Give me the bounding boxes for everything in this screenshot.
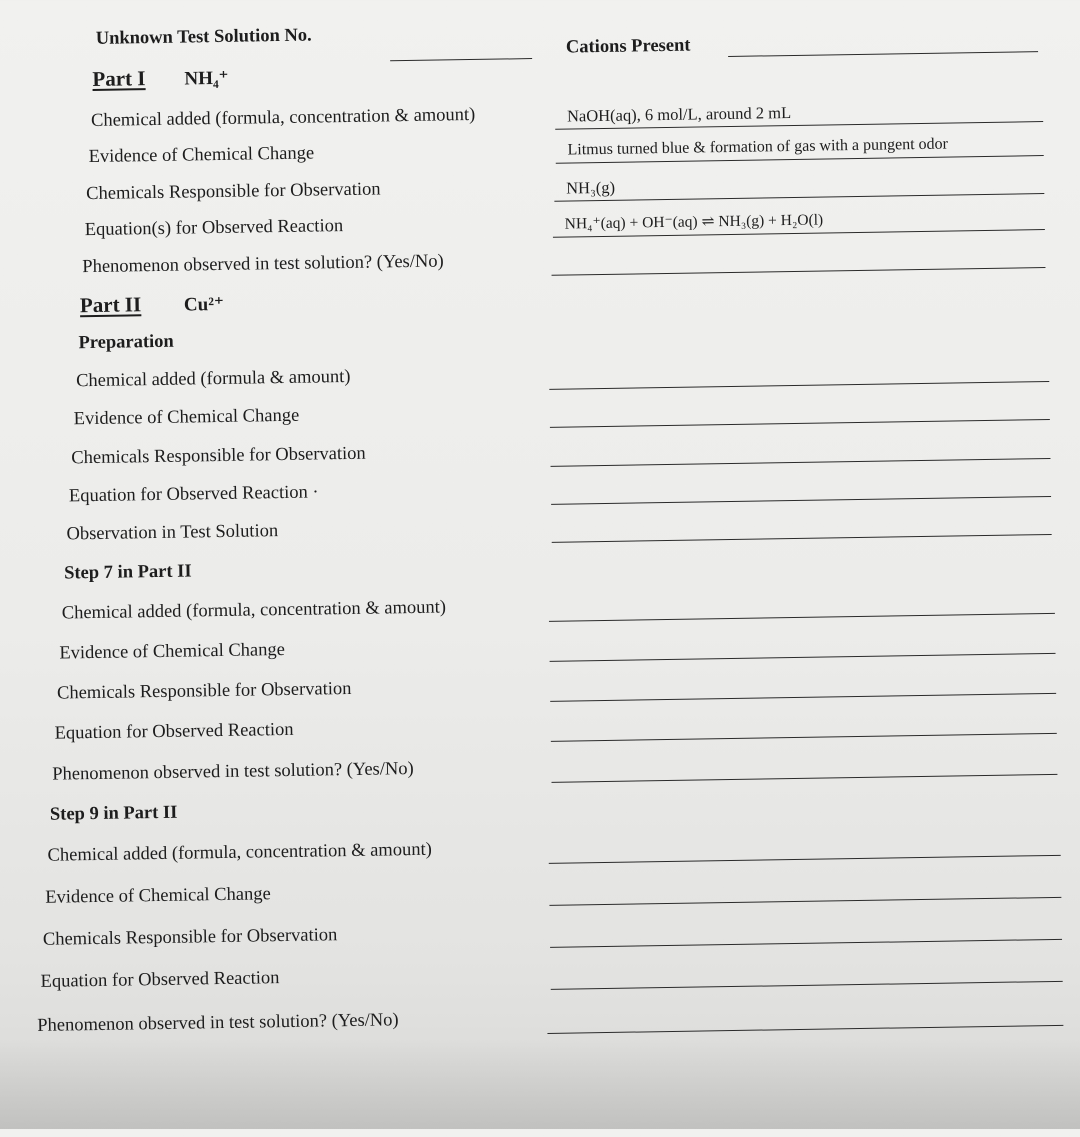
step7-chemicals-responsible-field[interactable] <box>550 668 1056 702</box>
page-shadow <box>0 1039 1080 1129</box>
unknown-solution-label: Unknown Test Solution No. <box>95 25 312 49</box>
p1-chemicals-responsible-label: Chemicals Responsible for Observation <box>86 179 381 205</box>
p1-equation-answer[interactable]: NH₄⁺(aq) + OH⁻(aq) ⇌ NH₃(g) + H₂O(l) <box>553 204 1045 238</box>
p1-equation-label: Equation(s) for Observed Reaction <box>84 216 344 241</box>
step9-evidence-label: Evidence of Chemical Change <box>45 884 271 908</box>
prep-chemicals-responsible-label: Chemicals Responsible for Observation <box>71 443 366 469</box>
step9-equation-field[interactable] <box>550 956 1062 990</box>
step9-phenomenon-label: Phenomenon observed in test solution? (Yes/No) <box>37 1010 399 1036</box>
prep-chemical-added-field[interactable] <box>549 356 1049 390</box>
step7-chemical-added-label: Chemical added (formula, concentration & amount) <box>61 597 447 624</box>
cations-present-label: Cations Present <box>565 35 691 58</box>
prep-equation-field[interactable] <box>551 471 1051 505</box>
p1-chemical-added-label: Chemical added (formula, concentration & amount) <box>90 104 476 131</box>
step9-evidence-field[interactable] <box>549 872 1061 906</box>
p1-phenomenon-label: Phenomenon observed in test solution? (Yes/No) <box>82 251 444 278</box>
prep-equation-label: Equation for Observed Reaction · <box>68 482 319 507</box>
prep-observation-field[interactable] <box>551 509 1051 543</box>
step7-chemicals-responsible-label: Chemicals Responsible for Observation <box>56 678 352 704</box>
p1-chemicals-responsible-answer[interactable]: NH₃(g) <box>554 168 1044 202</box>
prep-chemical-added-label: Chemical added (formula & amount) <box>75 366 351 392</box>
prep-evidence-label: Evidence of Chemical Change <box>73 405 300 430</box>
prep-chemicals-responsible-field[interactable] <box>550 433 1050 467</box>
part1-ion: NH₄⁺ <box>184 67 229 90</box>
step9-chemicals-responsible-field[interactable] <box>550 914 1062 948</box>
cations-present-field[interactable] <box>728 26 1038 57</box>
step7-equation-label: Equation for Observed Reaction <box>54 719 294 744</box>
prep-evidence-field[interactable] <box>550 394 1050 428</box>
part2-title: Part II <box>79 292 142 318</box>
part2-ion: Cu²⁺ <box>183 293 225 316</box>
step7-phenomenon-field[interactable] <box>551 749 1057 783</box>
p1-evidence-label: Evidence of Chemical Change <box>88 143 315 168</box>
step7-phenomenon-label: Phenomenon observed in test solution? (Yes/No) <box>52 759 414 785</box>
step9-chemicals-responsible-label: Chemicals Responsible for Observation <box>42 925 338 950</box>
step7-heading: Step 7 in Part II <box>63 561 192 584</box>
step9-phenomenon-field[interactable] <box>547 1000 1063 1034</box>
step7-equation-field[interactable] <box>550 708 1056 742</box>
unknown-solution-field[interactable] <box>390 33 532 61</box>
step9-chemical-added-field[interactable] <box>548 830 1060 864</box>
p1-evidence-answer[interactable]: Litmus turned blue & formation of gas with a pungent odor <box>555 130 1043 164</box>
part1-title: Part I <box>92 66 146 91</box>
step9-equation-label: Equation for Observed Reaction <box>40 968 280 992</box>
preparation-heading: Preparation <box>78 331 174 354</box>
step7-evidence-field[interactable] <box>549 628 1055 662</box>
p1-chemical-added-answer[interactable]: NaOH(aq), 6 mol/L, around 2 mL <box>555 96 1043 130</box>
step9-heading: Step 9 in Part II <box>49 802 178 825</box>
p1-phenomenon-answer[interactable] <box>551 242 1045 276</box>
step7-chemical-added-field[interactable] <box>549 588 1055 622</box>
step7-evidence-label: Evidence of Chemical Change <box>59 640 286 664</box>
prep-observation-label: Observation in Test Solution <box>66 521 279 545</box>
step9-chemical-added-label: Chemical added (formula, concentration & amount) <box>47 839 432 866</box>
